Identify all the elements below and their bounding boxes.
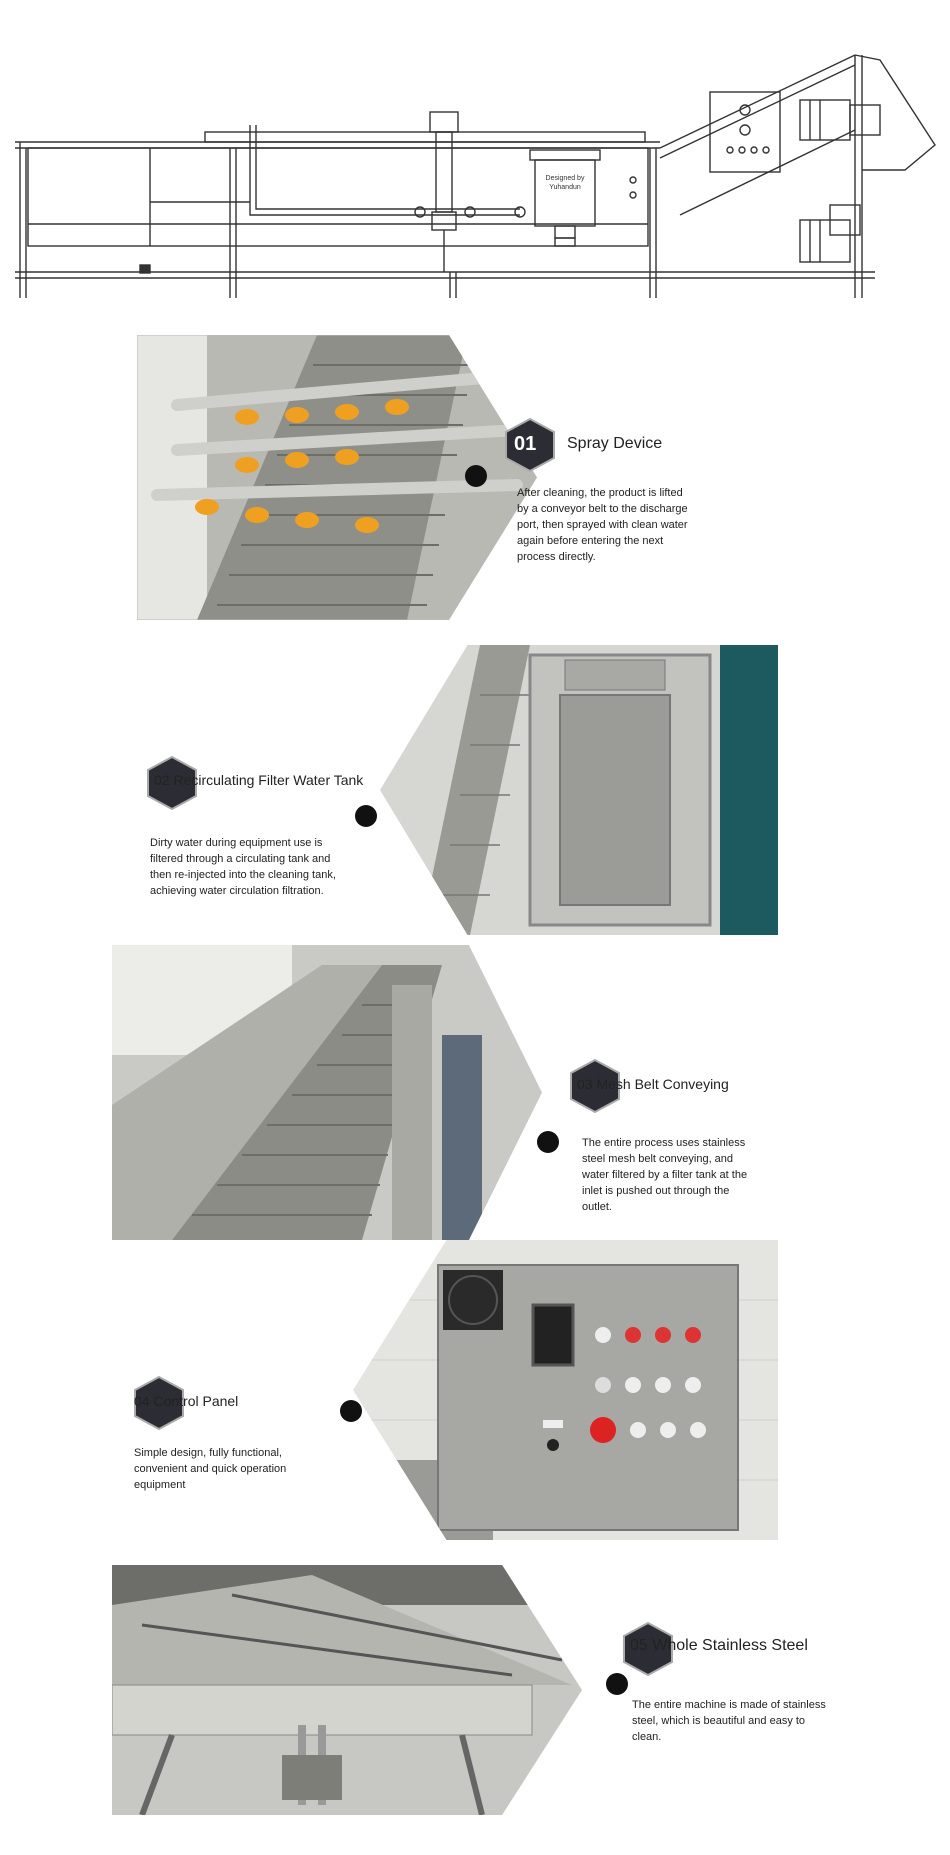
tank-label-text: Designed by xyxy=(545,175,585,182)
feature-panel-filter-tank xyxy=(130,645,778,935)
feature-description: Simple design, fully functional, convenient and quick operation equipment xyxy=(134,1447,287,1491)
feature-number: 05 xyxy=(630,1637,648,1654)
feature-title xyxy=(630,1637,808,1655)
control-panel-photo xyxy=(353,1240,778,1540)
feature-title xyxy=(134,1393,238,1409)
feature-description: Dirty water during equipment use is filtered through a circulating tank and then re-injected into the cleaning tank, achieving water circulation filtration. xyxy=(150,837,336,897)
feature-panel-control-panel xyxy=(118,1240,778,1540)
feature-title-text: Recirculating Filter Water Tank xyxy=(173,772,364,788)
marker-dot xyxy=(355,805,377,827)
feature-description: The entire machine is made of stainless steel, which is beautiful and easy to clean. xyxy=(632,1699,826,1743)
feature-number: 02 xyxy=(154,772,170,788)
feature-panel-stainless-steel xyxy=(112,1565,840,1815)
feature-panel-mesh-belt xyxy=(112,945,780,1240)
feature-title xyxy=(577,1076,729,1092)
svg-text:Yuhandun: Yuhandun xyxy=(549,184,581,191)
feature-description: After cleaning, the product is lifted by a conveyor belt to the discharge port, then sprayed with clean water again before entering the next process directly. xyxy=(517,487,688,563)
feature-title-text: Control Panel xyxy=(153,1393,239,1409)
feature-number: 01 xyxy=(514,433,537,455)
feature-title: Spray Device xyxy=(567,435,663,452)
feature-panel-spray-device xyxy=(137,335,777,620)
feature-number: 03 xyxy=(577,1076,593,1092)
marker-dot xyxy=(340,1400,362,1422)
feature-title-text: Whole Stainless Steel xyxy=(652,1637,808,1654)
feature-title xyxy=(154,772,363,788)
marker-dot xyxy=(537,1131,559,1153)
feature-title-text: Mesh Belt Conveying xyxy=(596,1076,729,1092)
mesh-belt-photo xyxy=(112,945,542,1240)
filter-tank-photo xyxy=(380,645,778,935)
feature-description: The entire process uses stainless steel mesh belt conveying, and water filtered by a filter tank at the inlet is pushed out through the outlet. xyxy=(582,1137,748,1213)
stainless-steel-machine-photo xyxy=(112,1565,582,1815)
machine-side-view-drawing xyxy=(0,40,950,310)
feature-number: 04 xyxy=(134,1393,150,1409)
marker-dot xyxy=(465,465,487,487)
